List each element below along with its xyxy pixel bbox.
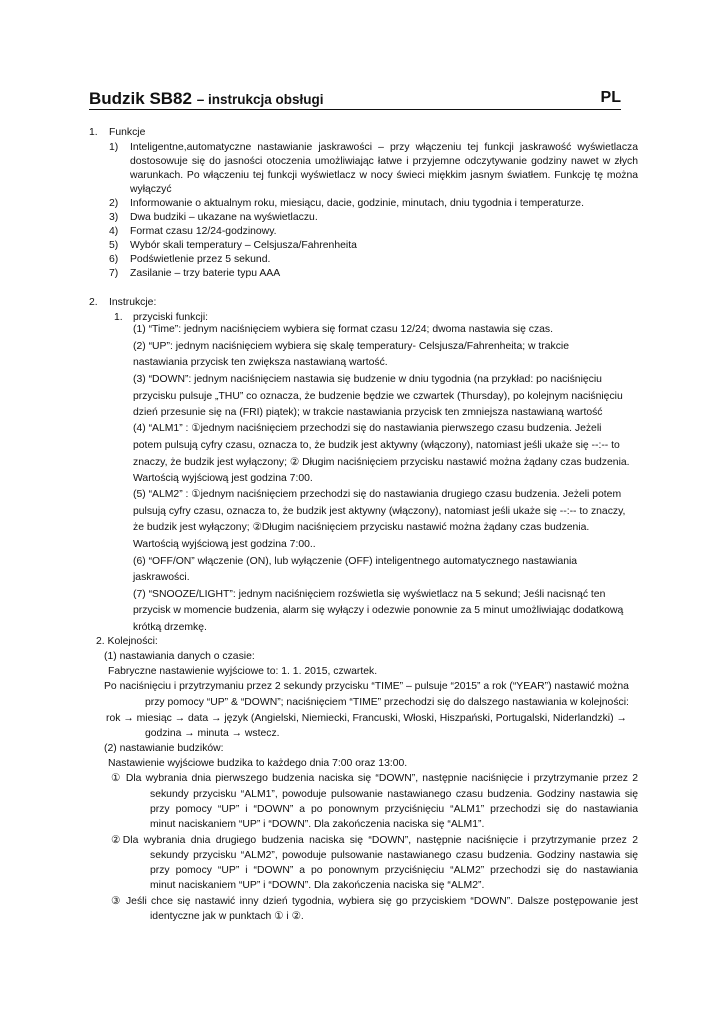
button-desc-line: potem pulsują cyfry czasu, oznacza to, że budzik jest aktywny (włączony), natomiast jeśli ukaże się --:-- to bbox=[133, 440, 620, 451]
subsection-number: 1. bbox=[114, 312, 123, 323]
button-desc-line: (4) “ALM1” : ①jednym naciśnięciem przechodzi się do nastawiania pierwszego czasu budzenia. Jeżeli bbox=[133, 423, 602, 434]
subsection-heading: (2) nastawianie budzików: bbox=[104, 743, 224, 754]
button-desc-line: przycisk w momencie budzenia, alarm się wyłączy i odezwie ponownie za 5 minut umożliwiając dodatkową bbox=[133, 605, 624, 616]
list-item-number: 6) bbox=[109, 254, 119, 265]
alarm1-line: sekundy przycisku “ALM1”, powoduje pulsowanie nastawianego czasu budzenia. Godziny nastawia się bbox=[150, 789, 638, 800]
list-item-line: Inteligentne,automatyczne nastawianie jaskrawości – przy włączeniu tej funkcji jaskrawość wyświetlacza bbox=[130, 142, 638, 153]
subsection-heading: przyciski funkcji: bbox=[133, 312, 209, 323]
button-desc-line: (3) “DOWN”: jednym naciśnięciem nastawia się budzenie w dniu tygodnia (na przykład: po naciśnięciu bbox=[133, 374, 602, 385]
list-item-line: dostosowuje się do jasności otoczenia umożliwiając łatwe i przyjemne odczytywanie godziny nawet w złych bbox=[130, 156, 638, 167]
list-item-line: Wybór skali temperatury – Celsjusza/Fahrenheita bbox=[130, 240, 357, 251]
button-desc-line: nastawiania przycisk ten zwiększa nastawianą wartość. bbox=[133, 357, 388, 368]
list-item-line: wyłączyć bbox=[130, 184, 172, 195]
page-title bbox=[89, 89, 324, 109]
section-number: 1. bbox=[89, 127, 98, 138]
button-desc-line: (1) “Time”: jednym naciśnięciem wybiera się format czasu 12/24; dwoma nastawia się czas. bbox=[133, 324, 554, 335]
alarm2-line: przy pomocy “UP” i “DOWN” a po ponownym przyciśnięciu “ALM2” przechodzi się do nastawiania bbox=[150, 865, 638, 876]
list-item-line: Informowanie o aktualnym roku, miesiącu, dacie, godzinie, minutach, dniu tygodnia i temperaturze. bbox=[130, 198, 584, 209]
list-item-line: Zasilanie – trzy baterie typu AAA bbox=[130, 268, 281, 279]
button-desc-line: pulsują cyfry czasu, oznacza to, że budzik jest aktywny (włączony), natomiast jeśli ukaże się --:-- to znaczy, bbox=[133, 506, 626, 517]
button-desc-line: przycisku pulsuje „THU” co oznacza, że budzenie będzie we czwartek (Thursday), po kolejnym naciśnięciu bbox=[133, 391, 623, 402]
list-item-number: 3) bbox=[109, 212, 119, 223]
button-desc-line: krótką drzemkę. bbox=[133, 622, 207, 633]
alarm1-line: minut naciskaniem “UP” i “DOWN”. Dla zakończenia naciska się “ALM1”. bbox=[150, 819, 485, 830]
alarm1-line: ① Dla wybrania dnia pierwszego budzenia naciska się “DOWN”, następnie naciśnięcie i przytrzymanie przez 2 bbox=[111, 773, 638, 784]
paragraph-line: przy pomocy “UP” & “DOWN”; naciśnięciem “TIME” przechodzi się do dalszego nastawiania w kolejności: bbox=[145, 697, 629, 708]
button-desc-line: (5) “ALM2” : ①jednym naciśnięciem przechodzi się do nastawiania drugiego czasu budzenia. Jeżeli potem bbox=[133, 489, 622, 500]
list-item-line: Dwa budziki – ukazane na wyświetlaczu. bbox=[130, 212, 318, 223]
section-heading: Funkcje bbox=[109, 127, 146, 138]
button-desc-line: jaskrawości. bbox=[133, 572, 190, 583]
button-desc-line: Wartością wyjściową jest godzina 7:00. bbox=[133, 473, 313, 484]
button-desc-line: (7) “SNOOZE/LIGHT”: jednym naciśnięciem rozświetla się wyświetlacz na 5 sekund; Jeśli nacisnąć ten bbox=[133, 589, 606, 600]
title-text: Budzik SB82 bbox=[89, 89, 192, 108]
list-item-number: 1) bbox=[109, 142, 119, 153]
button-desc-line: Wartością wyjściową jest godzina 7:00.. bbox=[133, 539, 316, 550]
list-item-line: Format czasu 12/24-godzinowy. bbox=[130, 226, 277, 237]
alarm2-line: sekundy przycisku “ALM2”, powoduje pulsowanie nastawianego czasu budzenia. Godziny nastawia się bbox=[150, 850, 638, 861]
alarm2-line: minut naciskaniem “UP” i “DOWN”. Dla zakończenia naciska się “ALM2”. bbox=[150, 880, 485, 891]
alarm3-line: identyczne jak w punktach ① i ②. bbox=[150, 911, 304, 922]
list-item-number: 5) bbox=[109, 240, 119, 251]
list-item-number: 4) bbox=[109, 226, 119, 237]
alarm2-line: ②Dla wybrania dnia drugiego budzenia naciska się “DOWN”, następnie naciśnięcie i przytrzymanie przez 2 bbox=[111, 835, 638, 846]
list-item-line: Podświetlenie przez 5 sekund. bbox=[130, 254, 271, 265]
language-code: PL bbox=[600, 89, 621, 106]
paragraph-line: Nastawienie wyjściowe budzika to każdego dnia 7:00 oraz 13:00. bbox=[108, 758, 408, 769]
paragraph-line: godzina → minuta → wstecz. bbox=[145, 728, 280, 739]
button-desc-line: że budzik jest wyłączony; ②Długim naciśnięciem przycisku nastawić można żądany czas budzenia. bbox=[133, 522, 590, 533]
list-item-line: warunkach. Po włączeniu tej funkcji wyświetlacz w nocy świeci miękkim jasnym światłem. Funkcję tę można bbox=[130, 170, 638, 181]
title-bar bbox=[89, 89, 621, 110]
paragraph-line: rok → miesiąc → data → język (Angielski, Niemiecki, Francuski, Włoski, Hiszpański, Portugalski, Niderlandzki) → bbox=[106, 713, 627, 724]
section-number: 2. bbox=[89, 297, 98, 308]
button-desc-line: dzień przesunie się na (FRI) piątek); w trakcie nastawiania przycisk ten zmniejsza nastawianą wartość bbox=[133, 407, 603, 418]
subsection-heading: (1) nastawiania danych o czasie: bbox=[104, 651, 255, 662]
alarm3-line: ③ Jeśli chce się nastawić inny dzień tygodnia, wybiera się go przyciskiem “DOWN”. Dalsze postępowanie jest bbox=[111, 896, 638, 907]
paragraph-line: Fabryczne nastawienie wyjściowe to: 1. 1. 2015, czwartek. bbox=[108, 666, 378, 677]
button-desc-line: znaczy, że budzik jest wyłączony; ② Długim naciśnięciem przycisku nastawić można żądany czas budzenia. bbox=[133, 457, 630, 468]
alarm1-line: przy pomocy “UP” i “DOWN” a po ponownym przyciśnięciu “ALM1” przechodzi się do nastawiania bbox=[150, 804, 638, 815]
title-subtitle: – instrukcja obsługi bbox=[196, 92, 324, 107]
list-item-number: 7) bbox=[109, 268, 119, 279]
subsection-heading: 2. Kolejności: bbox=[96, 636, 158, 647]
paragraph-line: Po naciśnięciu i przytrzymaniu przez 2 sekundy przycisku “TIME” – pulsuje “2015” a rok (“YEAR”) nastawić można bbox=[104, 681, 629, 692]
button-desc-line: (6) “OFF/ON” włączenie (ON), lub wyłączenie (OFF) inteligentnego automatycznego nastawiania bbox=[133, 556, 578, 567]
section-heading: Instrukcje: bbox=[109, 297, 157, 308]
list-item-number: 2) bbox=[109, 198, 119, 209]
button-desc-line: (2) “UP”: jednym naciśnięciem wybiera się skalę temperatury- Celsjusza/Fahrenheita; w trakcie bbox=[133, 341, 569, 352]
